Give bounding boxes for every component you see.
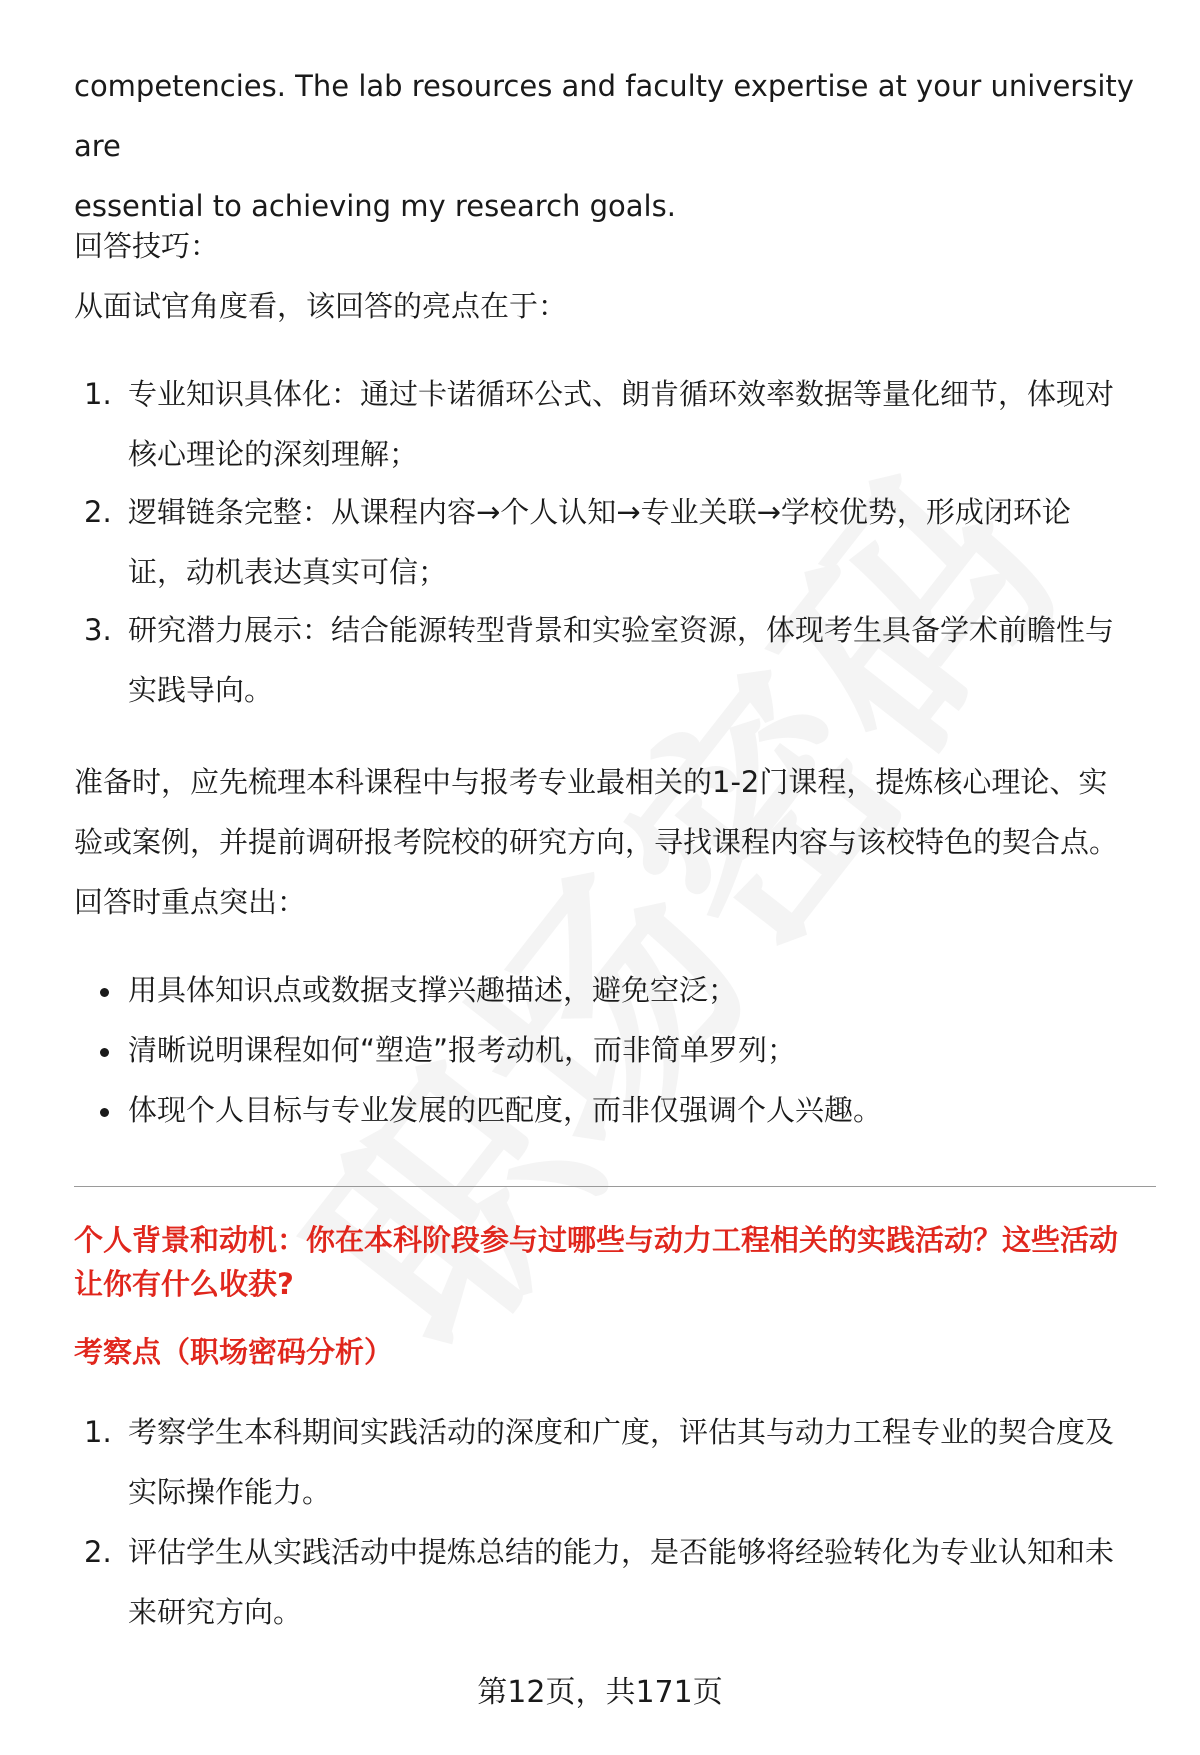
tips-intro: 从面试官角度看，该回答的亮点在于： <box>74 289 568 323</box>
intro-paragraph <box>74 56 1156 236</box>
analysis-heading: 考察点（职场密码分析） <box>74 1335 394 1369</box>
section-divider <box>74 1186 1156 1187</box>
bullet-text: 体现个人目标与专业发展的匹配度，而非仅强调个人兴趣。 <box>128 1093 883 1127</box>
list-number: 2. <box>84 495 112 529</box>
bullet-list <box>74 960 1156 1140</box>
list-item-line: 实践导向。 <box>128 673 274 707</box>
prep-line: 准备时，应先梳理本科课程中与报考专业最相关的1-2门课程，提炼核心理论、实 <box>74 765 1108 799</box>
bullet-dot <box>100 1108 109 1117</box>
question-line: 让你有什么收获? <box>74 1267 294 1301</box>
list-item <box>74 482 1156 602</box>
list-item <box>74 1522 1156 1642</box>
intro-line: competencies. The lab resources and faculty expertise at your university are <box>74 69 1134 163</box>
list-item-line: 研究潜力展示：结合能源转型背景和实验室资源，体现考生具备学术前瞻性与 <box>128 613 1115 647</box>
highlights-list <box>74 364 1156 720</box>
list-item-line: 实际操作能力。 <box>128 1475 332 1509</box>
list-item <box>74 364 1156 484</box>
bullet-text: 用具体知识点或数据支撑兴趣描述，避免空泛； <box>128 973 738 1007</box>
list-number: 2. <box>84 1535 112 1569</box>
list-item-line: 逻辑链条完整：从课程内容→个人认知→专业关联→学校优势，形成闭环论 <box>128 495 1071 529</box>
document-page <box>74 0 1156 1755</box>
list-item <box>74 1402 1156 1522</box>
list-number: 3. <box>84 613 112 647</box>
list-number: 1. <box>84 377 112 411</box>
bullet-item <box>74 960 1156 1020</box>
list-item-line: 考察学生本科期间实践活动的深度和广度，评估其与动力工程专业的契合度及 <box>128 1415 1115 1449</box>
bullet-text: 清晰说明课程如何“塑造”报考动机，而非简单罗列； <box>128 1033 797 1067</box>
tips-label: 回答技巧： <box>74 229 220 263</box>
bullet-item <box>74 1020 1156 1080</box>
list-item-line: 证，动机表达真实可信； <box>128 555 448 589</box>
bullet-dot <box>100 1048 109 1057</box>
list-item <box>74 600 1156 720</box>
list-item-line: 评估学生从实践活动中提炼总结的能力，是否能够将经验转化为专业认知和未 <box>128 1535 1115 1569</box>
bullet-item <box>74 1080 1156 1140</box>
list-item-line: 专业知识具体化：通过卡诺循环公式、朗肯循环效率数据等量化细节，体现对 <box>128 377 1115 411</box>
list-item-line: 来研究方向。 <box>128 1595 303 1629</box>
bullet-dot <box>100 988 109 997</box>
list-number: 1. <box>84 1415 112 1449</box>
prep-paragraph <box>74 752 1156 932</box>
intro-line: essential to achieving my research goals. <box>74 189 676 223</box>
prep-line: 验或案例，并提前调研报考院校的研究方向，寻找课程内容与该校特色的契合点。 <box>74 825 1119 859</box>
question-line: 个人背景和动机：你在本科阶段参与过哪些与动力工程相关的实践活动？这些活动 <box>74 1223 1119 1257</box>
prep-line: 回答时重点突出： <box>74 885 307 919</box>
question-heading <box>74 1218 1156 1306</box>
page-footer: 第12页，共171页 <box>477 1675 723 1710</box>
list-item-line: 核心理论的深刻理解； <box>128 437 419 471</box>
analysis-list <box>74 1402 1156 1642</box>
tips-section <box>74 216 1156 336</box>
